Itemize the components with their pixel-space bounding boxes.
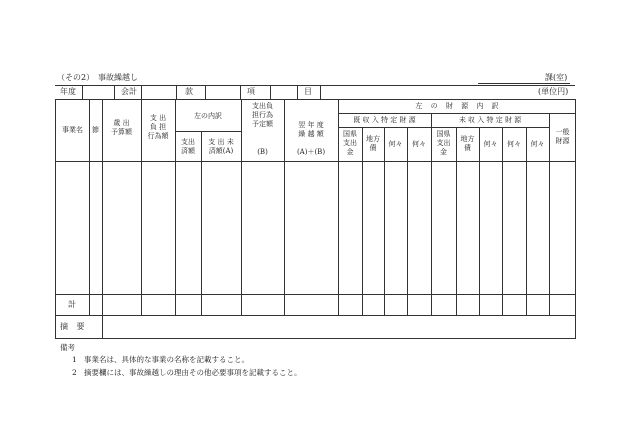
chiho-header-1: 地方 債 <box>366 135 380 152</box>
nani-header-3: 何々 <box>483 140 498 148</box>
yokunendo-ab-label: (A)＋(B) <box>296 148 326 156</box>
remarks-box <box>55 315 576 339</box>
row1-sep7 <box>270 85 271 99</box>
note-2: 摘要欄には、事故繰越しの理由その他必要事項を記載すること。 <box>84 368 302 377</box>
col-line <box>456 127 457 316</box>
kishu-header: 既 収 入 特 定 財 源 <box>353 116 416 124</box>
moku-label: 目 <box>304 87 312 96</box>
row1-sep1 <box>82 85 83 99</box>
remarks-sep <box>102 315 103 339</box>
shishutsu-mi-header: 支 出 未 済額(A) <box>208 138 234 155</box>
kokken-header-2: 国県 支出 金 <box>436 130 451 156</box>
yokunendo-header: 翌 年 度 繰 越 額 <box>298 121 324 138</box>
header-subline <box>338 127 549 128</box>
nani-header-4: 何々 <box>507 140 521 148</box>
dept-underline <box>478 83 570 84</box>
header-bottom <box>55 161 576 162</box>
kou-label: 項 <box>247 87 255 96</box>
row1-top <box>55 85 575 86</box>
form-number: （その2） <box>57 73 95 82</box>
col-line <box>407 127 408 316</box>
hidari-uchiwake-header: 左の内訳 <box>194 112 222 120</box>
note-1: 事業名は、具体的な事業の名称を記載すること。 <box>84 355 249 364</box>
ippan-header: 一般 財源 <box>555 128 570 145</box>
mishu-header: 未 収 入 特 定 財 源 <box>458 116 522 124</box>
kokken-header-1: 国県 支出 金 <box>343 130 357 156</box>
col-line <box>384 127 385 316</box>
row1-sep6 <box>240 85 241 99</box>
dept-label: 課(室) <box>545 73 568 82</box>
form-title: 事故繰越し <box>98 73 138 82</box>
jigyomei-header: 事業名 <box>62 126 83 134</box>
header-subline <box>175 131 241 132</box>
setsu-header: 節 <box>92 126 99 134</box>
year-label: 年度 <box>60 87 76 96</box>
col-line <box>241 99 242 316</box>
unit-label: (単位円) <box>538 87 569 96</box>
row1-sep4 <box>176 85 177 99</box>
total-label: 計 <box>68 300 76 309</box>
yotei-header: 支出負 担行為 予定額 <box>252 102 273 128</box>
note-1-number: 1 <box>72 355 77 364</box>
note-2-number: 2 <box>72 368 77 377</box>
col-line <box>362 127 363 316</box>
header-subline <box>338 113 576 114</box>
col-line <box>526 127 527 316</box>
shishutsu-header: 支 出 負 担 行為額 <box>147 114 169 140</box>
remarks-label: 摘 要 <box>60 322 85 331</box>
col-line <box>201 131 202 316</box>
nani-header-1: 何々 <box>388 140 403 148</box>
chiho-header-2: 地方 債 <box>460 135 475 152</box>
account-label: 会計 <box>121 87 137 96</box>
row1-sep8 <box>297 85 298 99</box>
row1-sep5 <box>205 85 206 99</box>
saishutsu-header: 歳 出 予算額 <box>111 119 132 136</box>
row1-sep2 <box>114 85 115 99</box>
col-line <box>479 127 480 316</box>
shishutsu-zumi-header: 支出 済額 <box>181 138 195 155</box>
total-row-top <box>55 294 576 295</box>
nani-header-2: 何々 <box>412 140 426 148</box>
kan-label: 款 <box>185 87 193 96</box>
row1-sep3 <box>141 85 142 99</box>
yotei-b-label: (B) <box>257 148 268 156</box>
row1-sep9 <box>320 85 321 99</box>
col-line <box>502 127 503 316</box>
nani-header-5: 何々 <box>530 140 545 148</box>
zaigen-uchiwake-header: 左 の 財 源 内 訳 <box>415 102 499 110</box>
notes-heading: 備考 <box>60 343 75 352</box>
